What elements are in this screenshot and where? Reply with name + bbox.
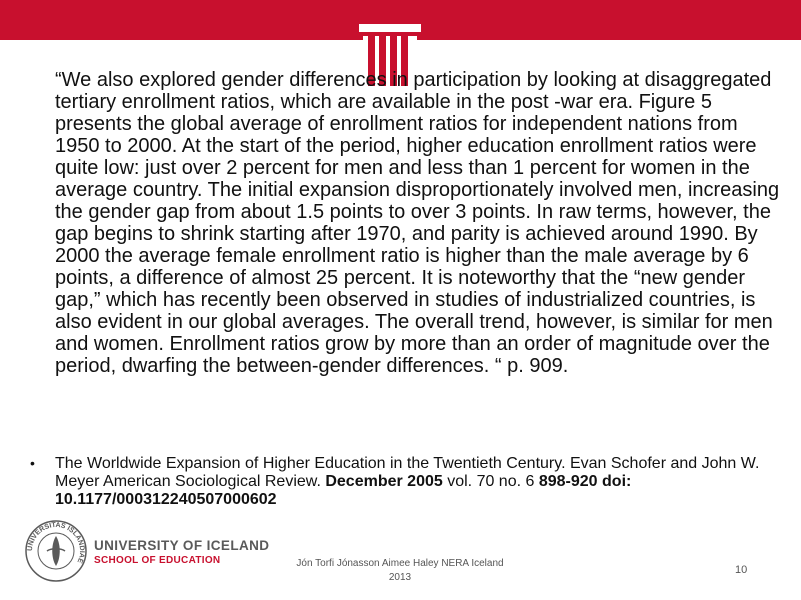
seal-text: UNIVERSITAS ISLANDIAE <box>26 521 86 564</box>
reference-pages: 898-920 <box>538 473 598 490</box>
reference-authors: Evan Schofer and John W. Meyer <box>55 455 760 490</box>
reference-journal: American Sociological Review. <box>103 473 321 490</box>
footer-authors: Jón Torfi Jónasson Aimee Haley NERA Iceland <box>296 558 504 569</box>
bullet-icon: • <box>30 455 35 471</box>
reference-title: The Worldwide Expansion of Higher Education in the Twentieth Century. <box>55 455 566 472</box>
footer-year: 2013 <box>388 572 412 583</box>
reference-volume: vol. 70 no. 6 <box>447 473 535 490</box>
university-name: UNIVERSITY OF ICELAND <box>94 538 270 553</box>
reference-doi: doi: 10.1177/000312240507000602 <box>55 473 632 508</box>
page-number: 10 <box>735 564 748 576</box>
quote-paragraph: “We also explored gender differences in participation by looking at disaggregated tertiary enrollment ratios, which are available in the post -war era. Figure 5 presents the global average of enrollment ratios for independent nations from 1950 to 2000. At the start of the period, higher education enrollment ratios were quite low: just over 2 percent for men and less than 1 percent for women in the average country. The initial expansion disproportionately involved men, increasing the gender gap from about 1.5 points to over 3 points. In raw terms, however, the gap begins to shrink starting after 1970, and parity is achieved around 1990. By 2000 the average female enrollment ratio is higher than the male average by 6 points, a difference of almost 25 percent. It is noteworthy that the “new gender gap,” which has recently been observed in studies of industrialized countries, is also evident in our global averages. The overall trend, however, is similar for men and women. Enrollment ratios grow by more than an order of magnitude over the period, dwarfing the between-gender differences. “ p. 909. <box>55 69 780 377</box>
footer-credit <box>280 557 520 585</box>
school-name: SCHOOL OF EDUCATION <box>94 555 221 566</box>
reference-date: December 2005 <box>325 473 443 490</box>
university-seal-icon <box>25 520 87 582</box>
reference-citation <box>55 455 775 509</box>
